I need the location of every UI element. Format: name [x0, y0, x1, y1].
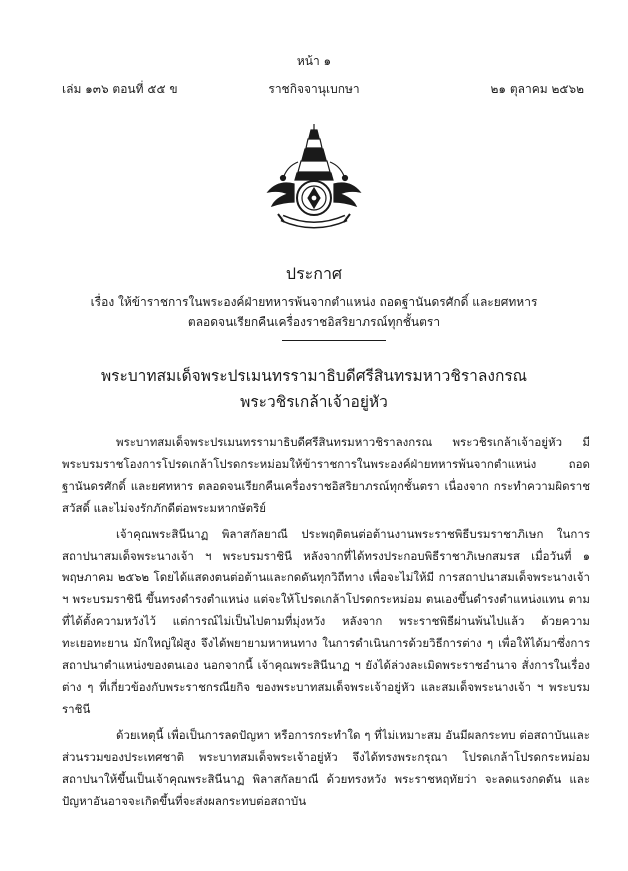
subject-line-1: เรื่อง ให้ข้าราชการในพระองค์ฝ่ายทหารพ้นจากตำแหน่ง ถอดฐานันดรศักดิ์ และยศทหาร — [90, 295, 538, 309]
divider — [282, 340, 386, 341]
volume-issue: เล่ม ๑๓๖ ตอนที่ ๕๕ ข — [62, 82, 178, 96]
announcement-title: ประกาศ — [285, 264, 343, 283]
body-paragraph: พระบาทสมเด็จพระปรเมนทรรามาธิบดีศรีสินทรมหาวชิราลงกรณ พระวชิรเกล้าเจ้าอยู่หัว มีพระบรมราชโองการโปรดเกล้าโปรดกระหม่อมให้ข้าราชการในพระองค์ฝ่ายทหารพ้นจากตำแหน่ง ถอดฐานันดรศักดิ์ และยศทหาร ตลอดจนเรียกคืนเครื่องราชอิสริยาภรณ์ทุกชั้นตรา เนื่องจาก กระทำความผิดราชสวัสดิ์ และไม่จงรักภักดีต่อพระมหากษัตริย์ — [62, 435, 590, 515]
subject-line-2: ตลอดจนเรียกคืนเครื่องราชอิสริยาภรณ์ทุกชั้นตรา — [187, 315, 441, 329]
king-title — [0, 363, 628, 415]
announcement-body — [62, 432, 590, 812]
gazette-name: ราชกิจจานุเบกษา — [268, 82, 360, 96]
royal-garuda-seal-icon — [264, 122, 364, 240]
announcement-subject — [0, 292, 628, 332]
king-title-line-1: พระบาทสมเด็จพระปรเมนทรรามาธิบดีศรีสินทรมหาวชิราลงกรณ — [100, 367, 528, 385]
body-paragraph: เจ้าคุณพระสินีนาฏ พิลาสกัลยาณี ประพฤติตนต่อต้านงานพระราชพิธีบรมราชาภิเษก ในการสถาปนาสมเด็จพระนางเจ้า ฯ พระบรมราชินี หลังจากที่ได้ทรงประกอบพิธีราชาภิเษกสมรส เมื่อวันที่ ๑ พฤษภาคม ๒๕๖๒ โดยได้แสดงตนต่อต้านและกดดันทุกวิถีทาง เพื่อจะไม่ให้มี การสถาปนาสมเด็จพระนางเจ้า ฯ พระบรมราชินี ขึ้นทรงดำรงตำแหน่ง แต่จะให้โปรดเกล้าโปรดกระหม่อม ตนเองขึ้นดำรงตำแหน่งแทน ตามที่ได้ตั้งความหวังไว้ แต่การณ์ไม่เป็นไปตามที่มุ่งหวัง หลังจาก พระราชพิธีผ่านพ้นไปแล้ว ด้วยความทะเยอทะยาน มักใหญ่ใฝ่สูง จึงได้พยายามหาหนทาง ในการดำเนินการด้วยวิธีการต่าง ๆ เพื่อให้ได้มาซึ่งการสถาปนาตำแหน่งของตนเอง นอกจากนี้ เจ้าคุณพระสินีนาฏ ฯ ยังได้ล่วงละเมิดพระราชอำนาจ สั่งการในเรื่องต่าง ๆ ที่เกี่ยวข้องกับพระราชกรณียกิจ ของพระบาทสมเด็จพระเจ้าอยู่หัว และสมเด็จพระนางเจ้า ฯ พระบรมราชินี — [62, 526, 590, 716]
page-number: หน้า ๑ — [296, 54, 332, 68]
body-paragraph: ด้วยเหตุนี้ เพื่อเป็นการลดปัญหา หรือการกระทำใด ๆ ที่ไม่เหมาะสม อันมีผลกระทบ ต่อสถาบันและส่วนรวมของประเทศชาติ พระบาทสมเด็จพระเจ้าอยู่หัว จึงได้ทรงพระกรุณา โปรดเกล้าโปรดกระหม่อมสถาปนาให้ขึ้นเป็นเจ้าคุณพระสินีนาฏ พิลาสกัลยาณี ด้วยทรงหวัง พระราชหฤทัยว่า จะลดแรงกดดัน และปัญหาอันอาจจะเกิดขึ้นที่จะส่งผลกระทบต่อสถาบัน — [62, 727, 590, 808]
issue-date: ๒๑ ตุลาคม ๒๕๖๒ — [490, 82, 584, 96]
king-title-line-2: พระวชิรเกล้าเจ้าอยู่หัว — [240, 393, 388, 411]
